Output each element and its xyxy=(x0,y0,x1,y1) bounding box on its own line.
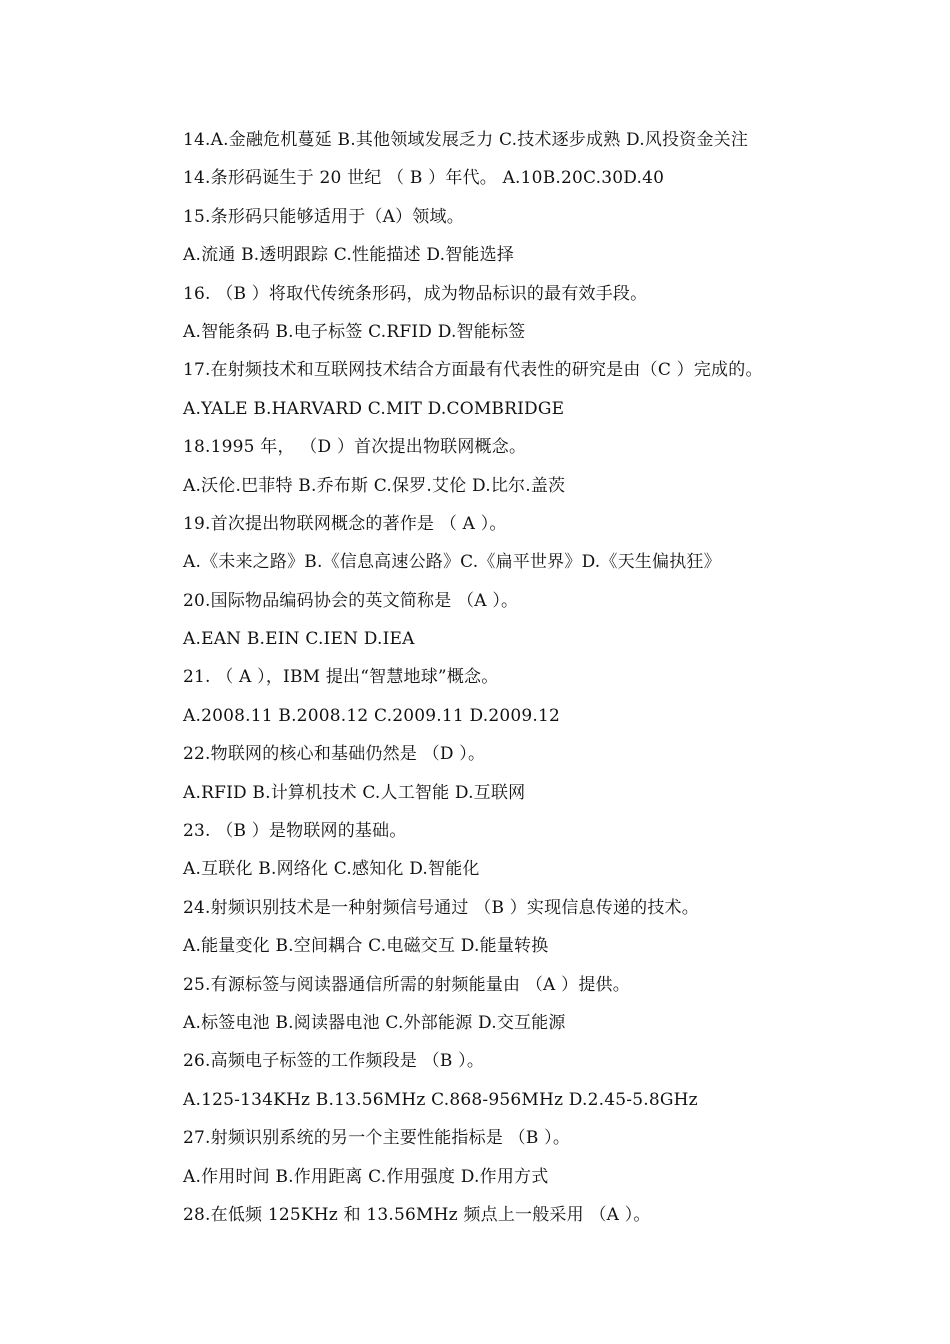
text-line: A.智能条码 B.电子标签 C.RFID D.智能标签 xyxy=(183,321,526,342)
text-line: A.RFID B.计算机技术 C.人工智能 D.互联网 xyxy=(183,782,526,803)
text-line: 14.条形码诞生于 20 世纪 （ B ）年代。 A.10B.20C.30D.40 xyxy=(183,168,665,189)
text-line: A.互联化 B.网络化 C.感知化 D.智能化 xyxy=(183,859,480,880)
text-line: A.能量变化 B.空间耦合 C.电磁交互 D.能量转换 xyxy=(183,936,549,957)
text-line: 24.射频识别技术是一种射频信号通过 （B ）实现信息传递的技术。 xyxy=(183,897,699,918)
text-line: 27.射频识别系统的另一个主要性能指标是 （B ）。 xyxy=(183,1128,571,1149)
text-line: 28.在低频 125KHz 和 13.56MHz 频点上一般采用 （A ）。 xyxy=(183,1204,651,1225)
text-line: 21. （ A ），IBM 提出“智慧地球”概念。 xyxy=(183,667,499,688)
text-line: A.标签电池 B.阅读器电池 C.外部能源 D.交互能源 xyxy=(183,1012,566,1033)
text-line: A.125-134KHz B.13.56MHz C.868-956MHz D.2.45-5.8GHz xyxy=(183,1089,698,1110)
text-lines xyxy=(183,126,923,1239)
text-line: 14.A.金融危机蔓延 B.其他领域发展乏力 C.技术逐步成熟 D.风投资金关注 xyxy=(183,130,749,150)
text-line: A.EAN B.EIN C.IEN D.IEA xyxy=(183,629,415,650)
text-line: 22.物联网的核心和基础仍然是 （D ）。 xyxy=(183,744,486,765)
text-line: 25.有源标签与阅读器通信所需的射频能量由 （A ）提供。 xyxy=(183,974,630,995)
text-line: A.2008.11 B.2008.12 C.2009.11 D.2009.12 xyxy=(183,705,561,726)
text-line: 19.首次提出物联网概念的著作是 （ A ）。 xyxy=(183,513,507,534)
text-line: 23. （B ）是物联网的基础。 xyxy=(183,821,407,842)
text-line: A.YALE B.HARVARD C.MIT D.COMBRIDGE xyxy=(183,398,565,419)
text-line: A.作用时间 B.作用距离 C.作用强度 D.作用方式 xyxy=(183,1166,549,1187)
text-line: A.《未来之路》B.《信息高速公路》C.《扁平世界》D.《天生偏执狂》 xyxy=(183,552,721,573)
text-line: A.流通 B.透明跟踪 C.性能描述 D.智能选择 xyxy=(183,245,515,266)
text-line: A.沃伦.巴菲特 B.乔布斯 C.保罗.艾伦 D.比尔.盖茨 xyxy=(183,475,566,496)
text-line: 16. （B ）将取代传统条形码，成为物品标识的最有效手段。 xyxy=(183,283,648,304)
text-line: 17.在射频技术和互联网技术结合方面最有代表性的研究是由（C ）完成的。 xyxy=(183,360,763,381)
text-line: 26.高频电子标签的工作频段是 （B ）。 xyxy=(183,1051,485,1072)
text-line: 20.国际物品编码协会的英文简称是 （A ）。 xyxy=(183,590,519,611)
text-line: 18.1995 年， （D ）首次提出物联网概念。 xyxy=(183,437,527,458)
text-line: 15.条形码只能够适用于（A）领域。 xyxy=(183,206,464,227)
